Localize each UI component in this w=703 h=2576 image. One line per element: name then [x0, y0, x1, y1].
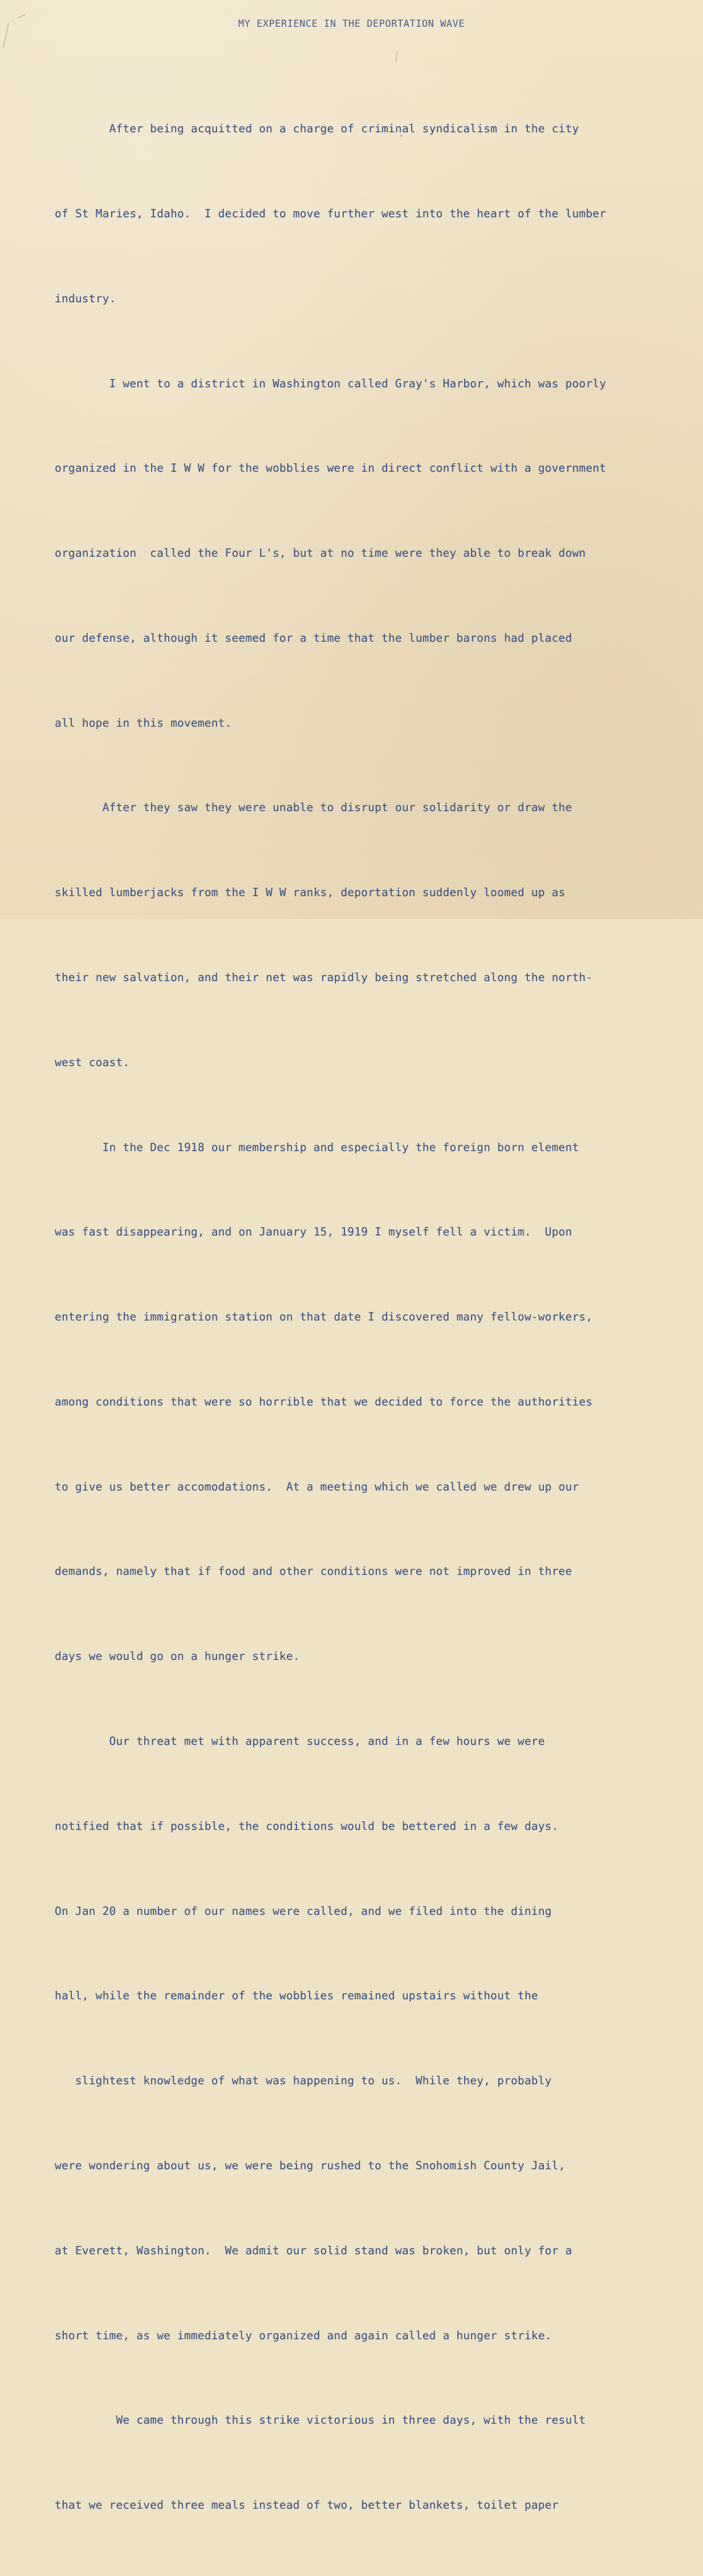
- text-line: of St Maries, Idaho. I decided to move further west into the heart of the lumber: [55, 206, 607, 220]
- text-line: all hope in this movement.: [55, 716, 232, 730]
- document-title: MY EXPERIENCE IN THE DEPORTATION WAVE: [238, 18, 465, 30]
- document-body: [55, 58, 659, 2576]
- text-line: our defense, although it seemed for a time that the lumber barons had placed: [55, 631, 572, 645]
- text-line: short time, as we immediately organized and again called a hunger strike.: [55, 2328, 552, 2342]
- text-line: their new salvation, and their net was rapidly being stretched along the north-: [55, 971, 593, 984]
- text-line: hall, while the remainder of the wobblies remained upstairs without the: [55, 1989, 538, 2003]
- text-line: among conditions that were so horrible that we decided to force the authorities: [55, 1395, 593, 1408]
- text-line: On Jan 20 a number of our names were called, and we filed into the dining: [55, 1904, 552, 1918]
- text-line: at Everett, Washington. We admit our solid stand was broken, but only for a: [55, 2243, 572, 2257]
- text-line: days we would go on a hunger strike.: [55, 1650, 300, 1663]
- text-line: industry.: [55, 291, 116, 305]
- text-line: slightest knowledge of what was happening to us. While they, probably: [55, 2074, 552, 2088]
- text-line: organization called the Four L's, but at no time were they able to break down: [55, 546, 586, 560]
- text-line: skilled lumberjacks from the I W W ranks, deportation suddenly loomed up as: [55, 886, 566, 900]
- text-line: was fast disappearing, and on January 15, 1919 I myself fell a victim. Upon: [55, 1225, 572, 1239]
- text-line: In the Dec 1918 our membership and especially the foreign born element: [55, 1140, 579, 1154]
- text-line: After being acquitted on a charge of criminal syndicalism in the city: [55, 122, 579, 136]
- text-line: notified that if possible, the conditions would be bettered in a few days.: [55, 1819, 559, 1833]
- text-line: demands, namely that if food and other conditions were not improved in three: [55, 1565, 572, 1578]
- text-line: organized in the I W W for the wobblies were in direct conflict with a government: [55, 461, 607, 475]
- text-line: that we received three meals instead of two, better blankets, toilet paper: [55, 2498, 559, 2512]
- text-line: entering the immigration station on that date I discovered many fellow-workers,: [55, 1310, 593, 1324]
- text-line: I went to a district in Washington called Gray's Harbor, which was poorly: [55, 376, 607, 390]
- text-line: We came through this strike victorious in three days, with the result: [55, 2413, 586, 2427]
- text-line: After they saw they were unable to disrupt our solidarity or draw the: [55, 801, 572, 815]
- text-line: were wondering about us, we were being rushed to the Snohomish County Jail,: [55, 2158, 566, 2172]
- text-line: Our threat met with apparent success, and in a few hours we were: [55, 1735, 545, 1748]
- text-line: west coast.: [55, 1055, 130, 1069]
- text-line: to give us better accomodations. At a meeting which we called we drew up our: [55, 1480, 579, 1493]
